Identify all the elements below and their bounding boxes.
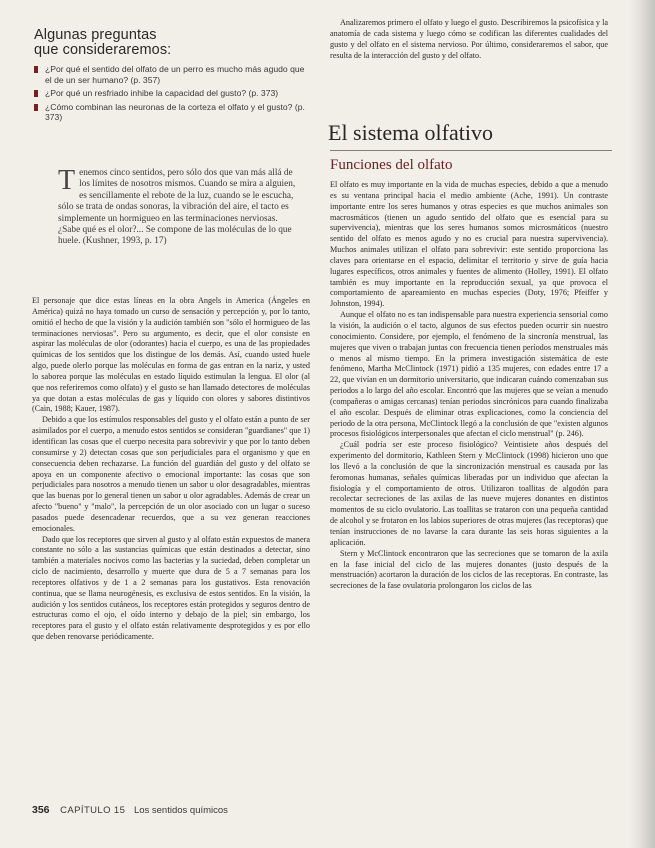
square-bullet-icon bbox=[34, 104, 38, 111]
section-title: El sistema olfativo bbox=[328, 120, 493, 145]
paragraph: Dado que los receptores que sirven al gusto y al olfato están expuestos de manera constante no sólo a las sustancias químicas que están destinados a detectar, sino también a materiales nocivos como las bacterias y la suciedad, deben completar un ciclo de nacimiento, desarrollo y muerte que dura de 5 a 7 semanas para los receptores olfativos y de 1 a 2 semanas para los gustativos. Esta renovación continua, que se llama neurogénesis, es exclusiva de estos sentidos. En la visión, la audición y los sentidos cutáneos, los receptores están protegidos y seguros dentro de estructuras como el ojo, el oído interno y debajo de la piel; sin embargo, los receptores para el gusto y el olfato están relativamente desprotegidos y es por ello que deben renovarse periódicamente. bbox=[32, 534, 310, 642]
paragraph: ¿Cuál podría ser este proceso fisiológico? Veintisiete años después del experimento del dormitorio, Kathleen Stern y McClintock (1998) hicieron uno que los llevó a la conclusión de que la sincronización menstrual es causada por las feromonas humanas, señales químicas liberadas por un individuo que afectan la fisiología y el comportamiento de otros. Utilizaron toallitas de algodón para recolectar secreciones de las axilas de las nueve mujeres donantes en distintos momentos de su ciclo ovulatorio. Las toallitas se trataron con una pequeña cantidad de alcohol y se frotaron en los labios superiores de otras mujeres (las receptoras) que tenían instrucciones de no lavarse la cara durante las seis horas siguientes a la aplicación. bbox=[330, 440, 608, 547]
opening-quote bbox=[58, 165, 298, 248]
page-footer bbox=[32, 804, 228, 816]
square-bullet-icon bbox=[34, 66, 38, 73]
question-item bbox=[34, 64, 306, 85]
paragraph: El personaje que dice estas líneas en la obra Angels in America (Ángeles en América) quizá no haya tomado un curso de sensación y percepción y, por lo tanto, omitió el hecho de que la visión y la audición también son "sólo el hormigueo de las terminaciones nerviosas". Pero su argumento, es decir, que el olor consiste en aspirar las moléculas de olor (odorantes) hacia el cuerpo, es una de las propiedades químicas de los sentidos que los distingue de los demás. Así, cuando usted huele algo, puede olerlo porque las moléculas en forma de gas entran en la nariz, y usted lo saborea porque las moléculas en estado líquido estimulan la lengua. El olor (al que nos referiremos como olfato) y el gusto se han llamado detectores de moléculas ya que dotan a estas moléculas de gas y líquido con olores y sabores distintivos (Cain, 1988; Kauer, 1987). bbox=[32, 296, 310, 414]
section-divider bbox=[330, 150, 612, 151]
intro-text bbox=[330, 18, 608, 61]
chapter-title: Los sentidos químicos bbox=[133, 805, 228, 816]
paragraph: Aunque el olfato no es tan indispensable para nuestra experiencia sensorial como la visión, la audición o el tacto, algunos de sus efectos pueden ocurrir sin nuestro conocimiento. Considere, por ejemplo, el fenómeno de la sincronía menstrual, las mujeres que viven o trabajan juntas con frecuencia tienen períodos menstruales más o menos al mismo tiempo. En la primera investigación sistemática de este fenómeno, Martha McClintock (1971) pidió a 135 mujeres, con edades entre 17 a 22, que vivían en un dormitorio universitario, que indicaran cuándo comenzaban sus periodos a lo largo del año escolar. Encontró que las mujeres que se veían a menudo (compañeras o amigas cercanas) tenían periodos sincrónicos para cuando finalizaba el año escolar. Después de eliminar otras explicaciones, como la conciencia del periodo de la otra persona, McClintock llegó a la conclusión de que "existen algunos procesos fisiológicos interpersonales que afectan el ciclo menstrual" (p. 246). bbox=[330, 310, 608, 439]
question-text: ¿Cómo combinan las neuronas de la corteza el olfato y el gusto? (p. 373) bbox=[45, 101, 305, 123]
paragraph: El olfato es muy importante en la vida de muchas especies, debido a que a menudo es su ventana principal hacia el medio ambiente (Ache, 1991). Un contraste importante entre los seres humanos y otras especies es que muchos animales son macrosmáticos (tienen un agudo sentido del olfato que es esencial para su supervivencia), mientras que los seres humanos somos microsmáticos (nuestro sentido del olfato es menos agudo y no es crucial para nuestra supervivencia). Muchos animales utilizan el olfato para sobrevivir: este sentido proporciona las claves para orientarse en el espacio, delimitar el territorio y sirve de guía hacia lugares específicos, otros animales y fuentes de alimento (Holley, 1991). El olfato también es muy importante en la reproducción sexual, ya que provoca el comportamiento de apareamiento en muchas especies (Doty, 1976; Pfeiffer y Johnston, 1994). bbox=[330, 180, 608, 309]
page-edge-shadow bbox=[629, 0, 655, 848]
drop-cap: T bbox=[58, 165, 76, 196]
questions-list bbox=[34, 64, 306, 123]
paragraph: Stern y McClintock encontraron que las secreciones que se tomaron de la axila en la fase inicial del ciclo de las mujeres donantes (justo después de la menstruación) acortaron la duración de los ciclos de las receptoras. En contraste, las secreciones de la fase ovulatoria prolongaron los ciclos de las bbox=[330, 548, 608, 591]
page-number: 356 bbox=[32, 804, 50, 816]
question-item bbox=[34, 102, 306, 123]
questions-heading-line2: que consideraremos: bbox=[34, 42, 172, 58]
question-text: ¿Por qué un resfriado inhibe la capacidad del gusto? (p. 373) bbox=[45, 88, 279, 99]
left-column bbox=[32, 296, 310, 643]
subsection-title: Funciones del olfato bbox=[330, 157, 453, 173]
questions-heading bbox=[34, 28, 306, 58]
question-text: ¿Por qué el sentido del olfato de un perro es mucho más agudo que el de un ser humano? (p. 357) bbox=[45, 64, 305, 85]
question-item bbox=[34, 88, 306, 99]
chapter-label: CAPÍTULO 15 bbox=[60, 805, 126, 816]
square-bullet-icon bbox=[34, 90, 38, 97]
right-column bbox=[330, 180, 608, 592]
questions-heading-line1: Algunas preguntas bbox=[34, 27, 157, 43]
quote-text: enemos cinco sentidos, pero sólo dos que van más allá de los límites de nosotros mismos. Cuando se mira a alguien, es sencillamente el rebote de la luz, cuando se le escucha, sólo se trata de ondas sonoras, la vibración del aire, el tacto es simplemente un hormigueo en las terminaciones nerviosas. ¿Sabe qué es el olor?... Se compone de las moléculas de lo que huele. (Kushner, 1993, p. 17) bbox=[58, 168, 296, 247]
questions-box bbox=[34, 28, 306, 126]
paragraph: Debido a que los estímulos responsables del gusto y el olfato están a punto de ser asimilados por el cuerpo, a menudo estos sentidos se consideran "guardianes" que 1) identifican las cosas que el cuerpo necesita para sobrevivir y que por lo tanto deben consumirse y 2) detectan cosas que son perjudiciales para el organismo y que en consecuencia deben rechazarse. La función del guardián del gusto y del olfato se apoya en un componente afectivo o emocional importante: las cosas que son perjudiciales para nosotros a menudo tienen un sabor u olor desagradables, mientras que las buenas por lo general tienen un sabor u olor agradables. Además de crear un afecto "bueno" y "malo", la percepción de un olor asociado con un lugar o suceso pasados puede desencadenar recuerdos, que a su vez generan reacciones emocionales. bbox=[32, 415, 310, 533]
paragraph: Analizaremos primero el olfato y luego el gusto. Describiremos la psicofísica y la anatomía de cada sistema y luego cómo se codifican las diferentes cualidades del gusto y del olfato en el sistema nervioso. Por último, consideraremos el sabor, que resulta de la interacción del gusto y del olfato. bbox=[330, 18, 608, 60]
